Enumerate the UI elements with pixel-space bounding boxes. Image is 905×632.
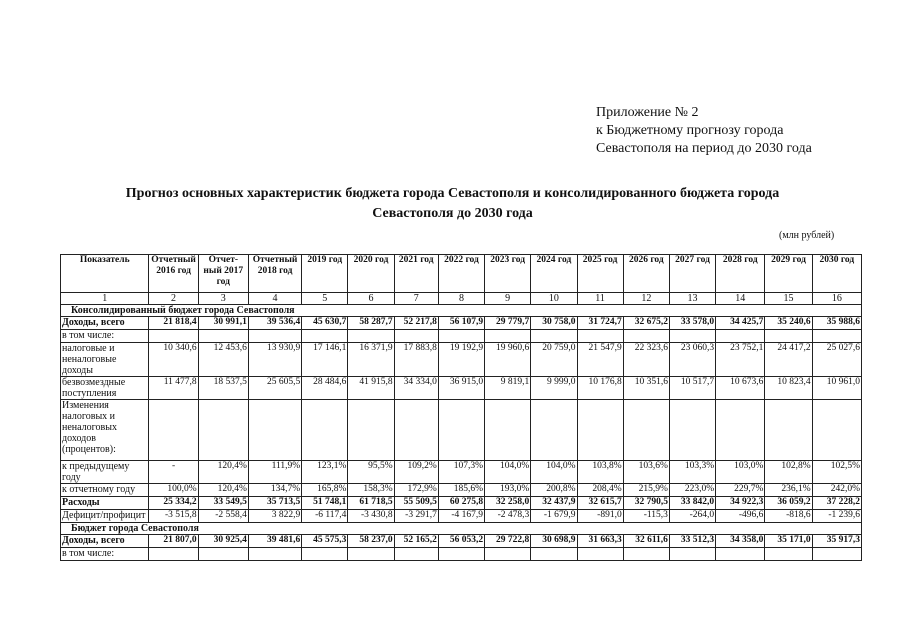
- table-cell: [302, 330, 348, 343]
- table-cell: [765, 330, 812, 343]
- table-cell: [669, 548, 715, 561]
- table-cell: 236,1%: [765, 484, 812, 497]
- table-cell: 30 925,4: [198, 535, 248, 548]
- table-cell: -3 291,7: [394, 510, 438, 523]
- budget-table: [60, 254, 862, 561]
- row-label: к отчетному году: [61, 484, 149, 497]
- table-cell: [248, 400, 301, 461]
- appendix-line-1: Приложение № 2: [596, 105, 699, 120]
- table-cell: -115,3: [623, 510, 669, 523]
- table-cell: 58 287,7: [348, 317, 394, 330]
- table-cell: [669, 330, 715, 343]
- table-cell: 9 819,1: [485, 377, 531, 400]
- table-cell: [198, 400, 248, 461]
- table-cell: 10 176,8: [577, 377, 623, 400]
- column-header: 2026 год: [623, 255, 669, 293]
- table-cell: 10 351,6: [623, 377, 669, 400]
- table-cell: 30 758,0: [531, 317, 577, 330]
- title-line-2: Севастополя до 2030 года: [372, 206, 533, 221]
- column-number: 2: [149, 293, 198, 305]
- column-number: 15: [765, 293, 812, 305]
- table-cell: 35 240,6: [765, 317, 812, 330]
- table-cell: 10 517,7: [669, 377, 715, 400]
- table-cell: [394, 400, 438, 461]
- table-cell: 134,7%: [248, 484, 301, 497]
- column-number: 16: [812, 293, 861, 305]
- table-cell: [716, 400, 765, 461]
- section-row: [61, 305, 862, 317]
- table-cell: 3 822,9: [248, 510, 301, 523]
- column-header: 2024 год: [531, 255, 577, 293]
- table-cell: -2 558,4: [198, 510, 248, 523]
- table-cell: [812, 330, 861, 343]
- column-number: 11: [577, 293, 623, 305]
- table-cell: 229,7%: [716, 484, 765, 497]
- row-label: Расходы: [61, 497, 149, 510]
- table-cell: 55 509,5: [394, 497, 438, 510]
- table-cell: [765, 400, 812, 461]
- table-cell: 23 752,1: [716, 343, 765, 377]
- table-row: [61, 317, 862, 330]
- row-label: в том числе:: [61, 548, 149, 561]
- table-cell: 41 915,8: [348, 377, 394, 400]
- appendix-line-3: Севастополя на период до 2030 года: [596, 141, 812, 156]
- table-cell: [248, 548, 301, 561]
- table-cell: [149, 330, 198, 343]
- table-cell: 107,3%: [438, 461, 484, 484]
- column-number: 4: [248, 293, 301, 305]
- table-cell: 34 425,7: [716, 317, 765, 330]
- table-cell: 35 988,6: [812, 317, 861, 330]
- column-number: 3: [198, 293, 248, 305]
- table-cell: 52 165,2: [394, 535, 438, 548]
- table-cell: 30 991,1: [198, 317, 248, 330]
- header-row: [61, 255, 862, 293]
- table-cell: 32 675,2: [623, 317, 669, 330]
- table-cell: -4 167,9: [438, 510, 484, 523]
- column-number: 10: [531, 293, 577, 305]
- table-cell: [531, 400, 577, 461]
- table-cell: 32 615,7: [577, 497, 623, 510]
- table-cell: 60 275,8: [438, 497, 484, 510]
- table-cell: [485, 330, 531, 343]
- table-cell: [716, 548, 765, 561]
- table-cell: 58 237,0: [348, 535, 394, 548]
- row-label: в том числе:: [61, 330, 149, 343]
- table-cell: [394, 548, 438, 561]
- column-header: 2023 год: [485, 255, 531, 293]
- table-row: [61, 497, 862, 510]
- column-header: Показатель: [61, 255, 149, 293]
- table-cell: 21 547,9: [577, 343, 623, 377]
- table-cell: [348, 330, 394, 343]
- table-row: [61, 484, 862, 497]
- table-cell: [623, 400, 669, 461]
- table-cell: 17 146,1: [302, 343, 348, 377]
- table-cell: 33 578,0: [669, 317, 715, 330]
- table-cell: [248, 330, 301, 343]
- table-cell: -1 239,6: [812, 510, 861, 523]
- column-number: 12: [623, 293, 669, 305]
- table-cell: [577, 400, 623, 461]
- row-label: Изменения налоговых и неналоговых доходов (процентов):: [61, 400, 149, 461]
- table-cell: 34 358,0: [716, 535, 765, 548]
- column-number: 5: [302, 293, 348, 305]
- table-cell: [394, 330, 438, 343]
- row-label: безвозмездные поступления: [61, 377, 149, 400]
- column-number: 9: [485, 293, 531, 305]
- column-header: 2025 год: [577, 255, 623, 293]
- table-cell: [812, 400, 861, 461]
- table-row: [61, 343, 862, 377]
- table-row: [61, 400, 862, 461]
- table-cell: [765, 548, 812, 561]
- table-cell: 208,4%: [577, 484, 623, 497]
- table-cell: 158,3%: [348, 484, 394, 497]
- table-cell: -1 679,9: [531, 510, 577, 523]
- table-cell: -818,6: [765, 510, 812, 523]
- table-cell: 32 437,9: [531, 497, 577, 510]
- table-cell: 34 334,0: [394, 377, 438, 400]
- table-cell: 21 818,4: [149, 317, 198, 330]
- appendix-note: [596, 104, 812, 158]
- table-cell: 11 477,8: [149, 377, 198, 400]
- table-cell: 31 724,7: [577, 317, 623, 330]
- table-cell: 25 334,2: [149, 497, 198, 510]
- table-cell: 39 481,6: [248, 535, 301, 548]
- table-cell: 104,0%: [485, 461, 531, 484]
- appendix-line-2: к Бюджетному прогнозу города: [596, 123, 784, 138]
- row-label: Дефицит/профицит: [61, 510, 149, 523]
- table-cell: [198, 330, 248, 343]
- table-cell: -264,0: [669, 510, 715, 523]
- title-line-1: Прогноз основных характеристик бюджета города Севастополя и консолидированного бюджета города: [125, 186, 780, 201]
- table-cell: -496,6: [716, 510, 765, 523]
- table-cell: [577, 548, 623, 561]
- table-cell: 33 512,3: [669, 535, 715, 548]
- table-cell: 165,8%: [302, 484, 348, 497]
- table-cell: 35 917,3: [812, 535, 861, 548]
- table-cell: [669, 400, 715, 461]
- table-row: [61, 548, 862, 561]
- table-cell: 29 779,7: [485, 317, 531, 330]
- column-number: 6: [348, 293, 394, 305]
- table-cell: 104,0%: [531, 461, 577, 484]
- table-cell: 21 807,0: [149, 535, 198, 548]
- table-cell: 172,9%: [394, 484, 438, 497]
- table-cell: 32 611,6: [623, 535, 669, 548]
- table-cell: 10 340,6: [149, 343, 198, 377]
- table-cell: 32 790,5: [623, 497, 669, 510]
- table-cell: 34 922,3: [716, 497, 765, 510]
- table-cell: 103,6%: [623, 461, 669, 484]
- table-cell: 10 961,0: [812, 377, 861, 400]
- table-cell: [302, 400, 348, 461]
- table-cell: [577, 330, 623, 343]
- row-label: налоговые и неналоговые доходы: [61, 343, 149, 377]
- table-cell: 111,9%: [248, 461, 301, 484]
- table-cell: 45 630,7: [302, 317, 348, 330]
- table-cell: 120,4%: [198, 484, 248, 497]
- column-header: 2019 год: [302, 255, 348, 293]
- table-cell: 9 999,0: [531, 377, 577, 400]
- table-cell: 242,0%: [812, 484, 861, 497]
- table-cell: 19 960,6: [485, 343, 531, 377]
- column-header: Отчетный 2018 год: [248, 255, 301, 293]
- table-cell: 10 823,4: [765, 377, 812, 400]
- table-cell: 36 915,0: [438, 377, 484, 400]
- table-row: [61, 377, 862, 400]
- table-cell: 25 027,6: [812, 343, 861, 377]
- table-cell: 56 053,2: [438, 535, 484, 548]
- table-cell: 17 883,8: [394, 343, 438, 377]
- column-header: 2030 год: [812, 255, 861, 293]
- table-cell: [438, 400, 484, 461]
- table-cell: 61 718,5: [348, 497, 394, 510]
- table-cell: 29 722,8: [485, 535, 531, 548]
- table-cell: 37 228,2: [812, 497, 861, 510]
- table-cell: [623, 330, 669, 343]
- table-cell: 102,8%: [765, 461, 812, 484]
- column-number: 14: [716, 293, 765, 305]
- table-cell: 25 605,5: [248, 377, 301, 400]
- table-row: [61, 330, 862, 343]
- table-cell: 20 759,0: [531, 343, 577, 377]
- table-cell: 10 673,6: [716, 377, 765, 400]
- table-cell: -891,0: [577, 510, 623, 523]
- column-header: 2029 год: [765, 255, 812, 293]
- column-header: 2021 год: [394, 255, 438, 293]
- table-cell: -3 430,8: [348, 510, 394, 523]
- table-cell: 28 484,6: [302, 377, 348, 400]
- table-cell: [438, 548, 484, 561]
- units-note: (млн рублей): [779, 230, 835, 241]
- table-cell: 95,5%: [348, 461, 394, 484]
- table-cell: 24 417,2: [765, 343, 812, 377]
- table-cell: 39 536,4: [248, 317, 301, 330]
- column-number: 7: [394, 293, 438, 305]
- column-number: 1: [61, 293, 149, 305]
- table-cell: 35 171,0: [765, 535, 812, 548]
- table-cell: [149, 400, 198, 461]
- table-cell: 13 930,9: [248, 343, 301, 377]
- table-cell: [348, 548, 394, 561]
- table-cell: -: [149, 461, 198, 484]
- column-header: 2027 год: [669, 255, 715, 293]
- table-cell: 32 258,0: [485, 497, 531, 510]
- table-cell: [149, 548, 198, 561]
- table-cell: 45 575,3: [302, 535, 348, 548]
- table-cell: -2 478,3: [485, 510, 531, 523]
- table-cell: -3 515,8: [149, 510, 198, 523]
- table-cell: 185,6%: [438, 484, 484, 497]
- table-cell: 12 453,6: [198, 343, 248, 377]
- column-header: 2022 год: [438, 255, 484, 293]
- table-cell: 23 060,3: [669, 343, 715, 377]
- column-number-row: [61, 293, 862, 305]
- section-row: [61, 523, 862, 535]
- table-cell: [531, 330, 577, 343]
- table-cell: 200,8%: [531, 484, 577, 497]
- table-cell: -6 117,4: [302, 510, 348, 523]
- column-number: 13: [669, 293, 715, 305]
- table-row: [61, 461, 862, 484]
- table-cell: 31 663,3: [577, 535, 623, 548]
- table-cell: [812, 548, 861, 561]
- table-cell: [198, 548, 248, 561]
- table-cell: 103,0%: [716, 461, 765, 484]
- table-cell: [716, 330, 765, 343]
- table-cell: 193,0%: [485, 484, 531, 497]
- table-row: [61, 510, 862, 523]
- table-cell: [485, 400, 531, 461]
- table-cell: 51 748,1: [302, 497, 348, 510]
- table-cell: [485, 548, 531, 561]
- table-cell: 102,5%: [812, 461, 861, 484]
- table-cell: 36 059,2: [765, 497, 812, 510]
- table-cell: 33 842,0: [669, 497, 715, 510]
- row-label: к предыдущему году: [61, 461, 149, 484]
- table-cell: 120,4%: [198, 461, 248, 484]
- table-cell: 30 698,9: [531, 535, 577, 548]
- table-cell: 16 371,9: [348, 343, 394, 377]
- column-header: Отчетный 2016 год: [149, 255, 198, 293]
- table-cell: 100,0%: [149, 484, 198, 497]
- table-cell: [348, 400, 394, 461]
- table-cell: [438, 330, 484, 343]
- table-cell: 33 549,5: [198, 497, 248, 510]
- table-cell: 123,1%: [302, 461, 348, 484]
- table-cell: 109,2%: [394, 461, 438, 484]
- table-cell: 52 217,8: [394, 317, 438, 330]
- section-title: Консолидированный бюджет города Севастополя: [61, 305, 862, 317]
- table-cell: 56 107,9: [438, 317, 484, 330]
- table-cell: 103,8%: [577, 461, 623, 484]
- table-cell: 35 713,5: [248, 497, 301, 510]
- column-header: Отчет-ный 2017 год: [198, 255, 248, 293]
- document-title: [80, 184, 825, 224]
- table-cell: 103,3%: [669, 461, 715, 484]
- table-cell: [623, 548, 669, 561]
- column-header: 2020 год: [348, 255, 394, 293]
- section-title: Бюджет города Севастополя: [61, 523, 862, 535]
- table-cell: 19 192,9: [438, 343, 484, 377]
- table-cell: 22 323,6: [623, 343, 669, 377]
- table-cell: 223,0%: [669, 484, 715, 497]
- row-label: Доходы, всего: [61, 535, 149, 548]
- row-label: Доходы, всего: [61, 317, 149, 330]
- table-row: [61, 535, 862, 548]
- table-cell: 18 537,5: [198, 377, 248, 400]
- table-cell: [531, 548, 577, 561]
- column-number: 8: [438, 293, 484, 305]
- table-cell: [302, 548, 348, 561]
- column-header: 2028 год: [716, 255, 765, 293]
- table-cell: 215,9%: [623, 484, 669, 497]
